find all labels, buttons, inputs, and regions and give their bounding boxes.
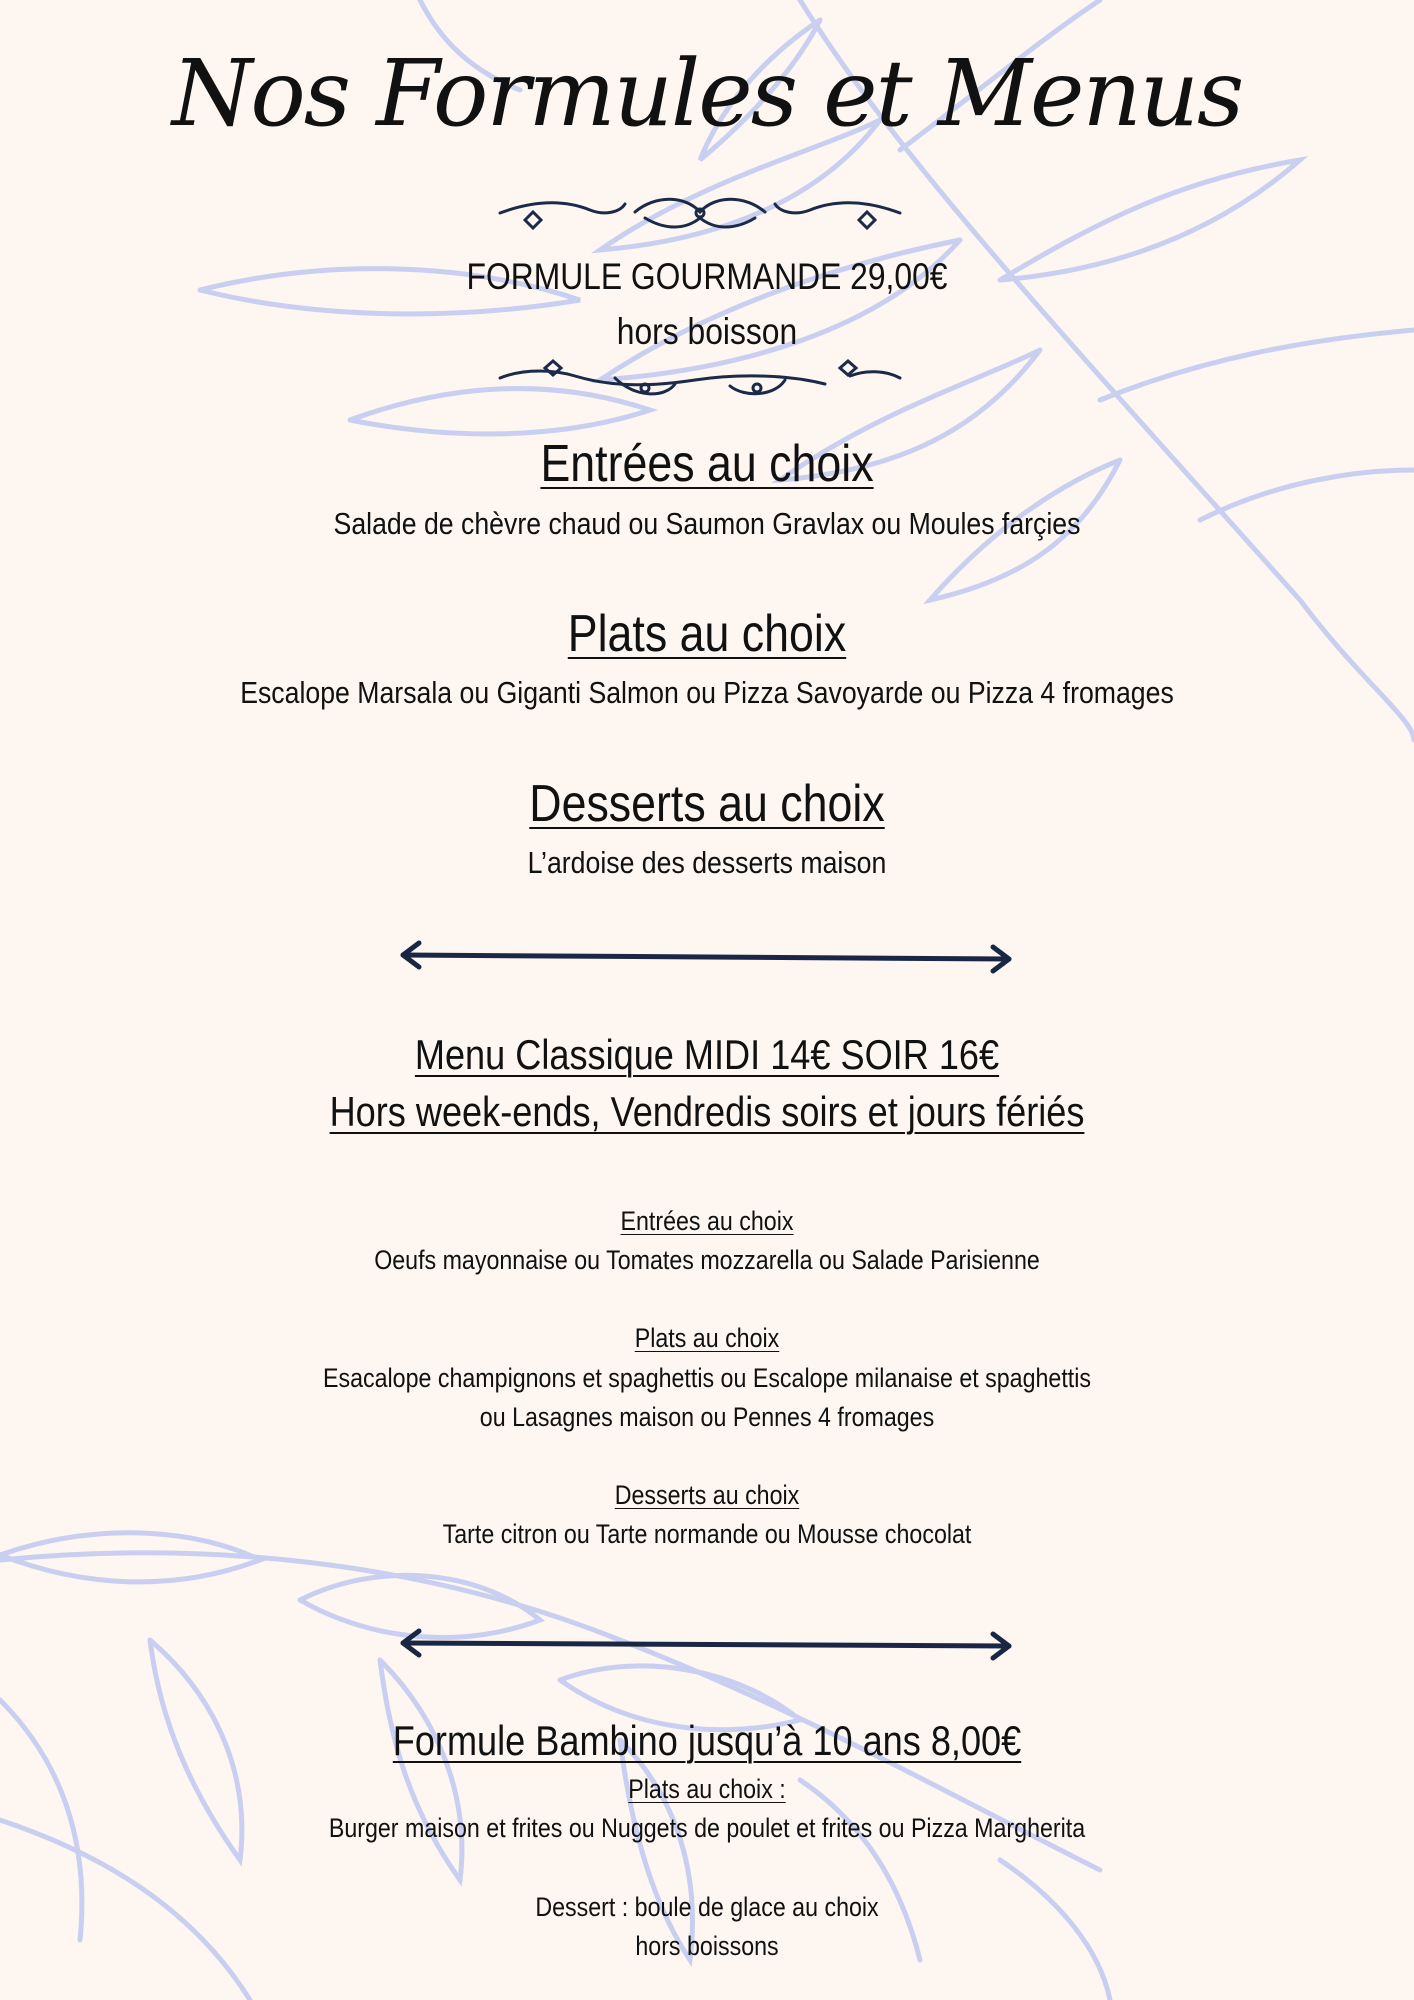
gourmande-plats-text: Escalope Marsala ou Giganti Salmon ou Pizza Savoyarde ou Pizza 4 fromages	[240, 675, 1174, 710]
menu-classique-condition: Hors week-ends, Vendredis soirs et jours fériés	[329, 1088, 1085, 1135]
classique-desserts-heading: Desserts au choix	[614, 1480, 800, 1510]
classique-plats-text-1: Esacalope champignons et spaghettis ou Escalope milanaise et spaghettis	[322, 1363, 1092, 1393]
gourmande-desserts-text: L’ardoise des desserts maison	[527, 845, 887, 880]
bambino-plats-heading: Plats au choix :	[628, 1774, 786, 1804]
classique-entrees-text: Oeufs mayonnaise ou Tomates mozzarella ou Salade Parisienne	[374, 1245, 1040, 1275]
menu-classique-title: Menu Classique MIDI 14€ SOIR 16€	[414, 1031, 1000, 1078]
gourmande-desserts-heading: Desserts au choix	[529, 775, 885, 833]
double-arrow-icon	[395, 938, 1019, 978]
gourmande-entrees-text: Salade de chèvre chaud ou Saumon Gravlax ou Moules farçies	[333, 506, 1081, 541]
formule-bambino-title: Formule Bambino jusqu’à 10 ans 8,00€	[392, 1717, 1022, 1764]
classique-plats-heading: Plats au choix	[634, 1323, 780, 1353]
gourmande-plats-heading: Plats au choix	[567, 605, 847, 663]
classique-desserts-text: Tarte citron ou Tarte normande ou Mousse chocolat	[442, 1519, 972, 1549]
bambino-dessert-text: Dessert : boule de glace au choix	[535, 1892, 879, 1922]
flourish-ornament-bottom	[495, 358, 905, 404]
bambino-plats-text: Burger maison et frites ou Nuggets de poulet et frites ou Pizza Margherita	[328, 1813, 1086, 1843]
bambino-note: hors boissons	[635, 1931, 779, 1961]
flourish-ornament-top	[495, 190, 905, 236]
classique-entrees-heading: Entrées au choix	[620, 1206, 794, 1236]
formule-gourmande-note: hors boisson	[616, 311, 798, 352]
formule-gourmande-title: FORMULE GOURMANDE 29,00€	[466, 256, 948, 297]
classique-plats-text-2: ou Lasagnes maison ou Pennes 4 fromages	[479, 1402, 935, 1432]
page-title: Nos Formules et Menus	[171, 40, 1243, 147]
double-arrow-icon	[395, 1625, 1019, 1665]
gourmande-entrees-heading: Entrées au choix	[540, 435, 874, 493]
